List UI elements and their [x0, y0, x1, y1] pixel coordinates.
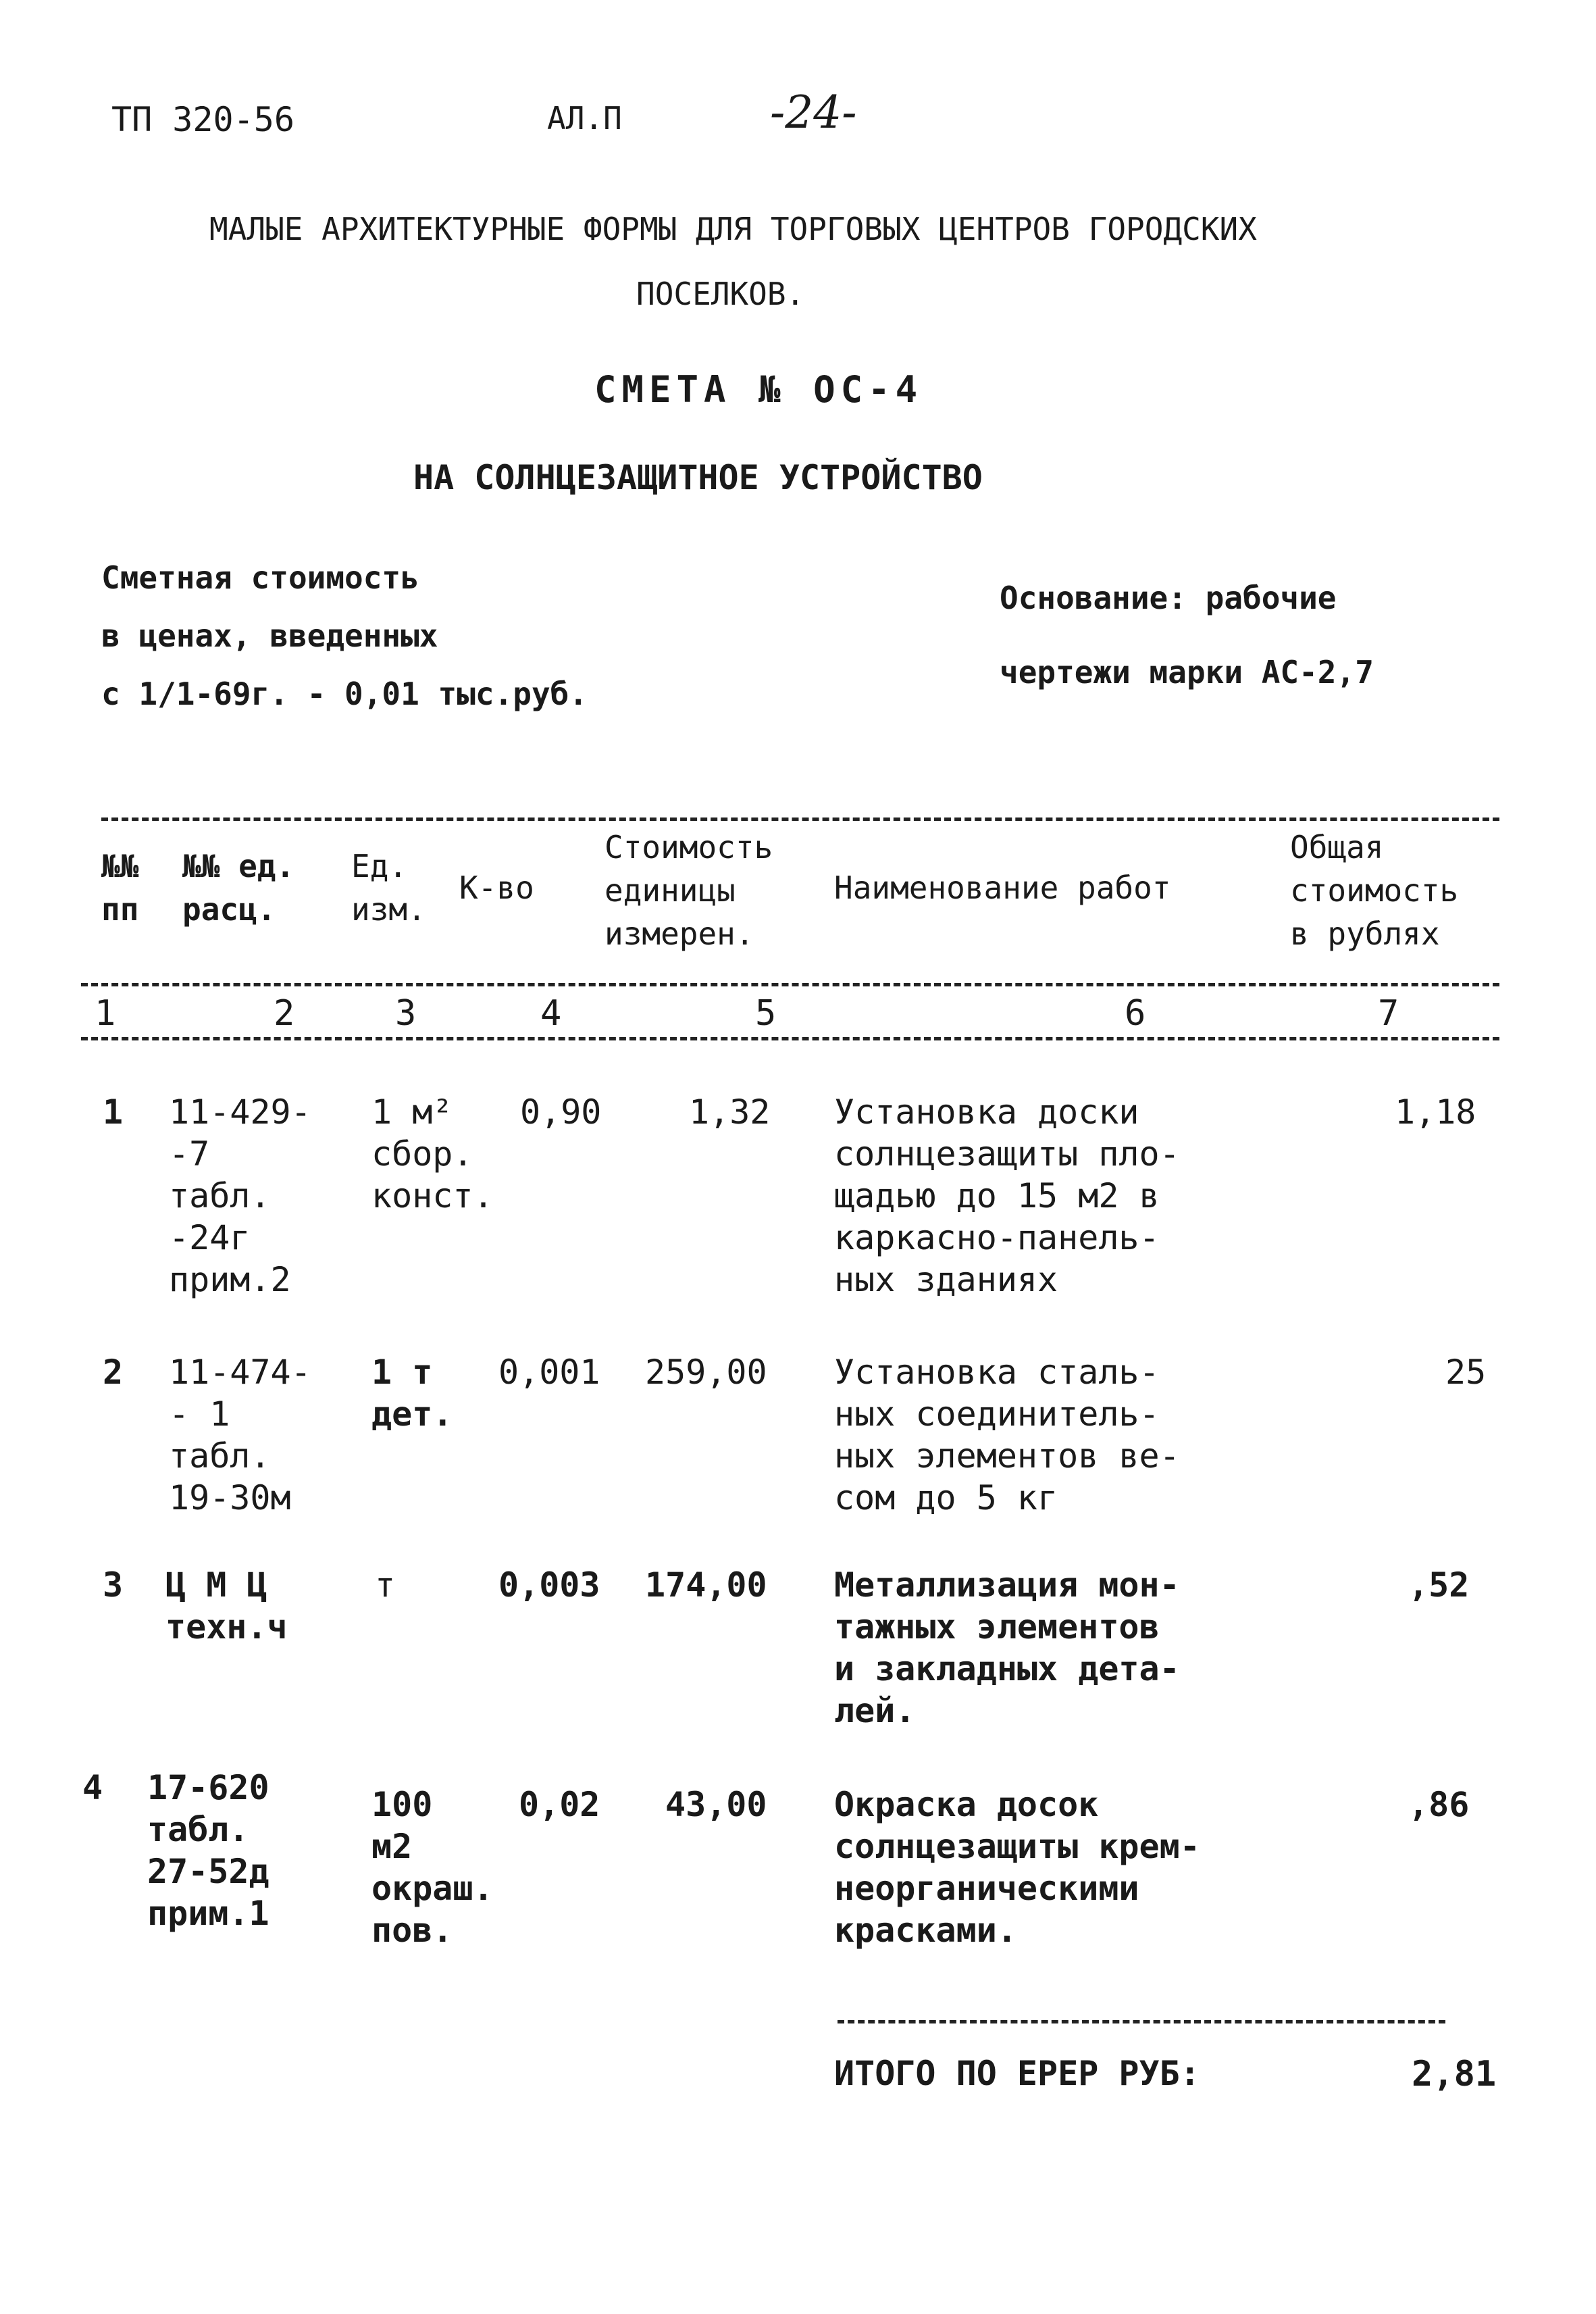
column-number: 7: [1378, 993, 1399, 1034]
header-unit: Ед. изм.: [351, 848, 426, 928]
page-number: -24-: [770, 86, 857, 139]
row-qty: 0,90: [520, 1092, 602, 1132]
row-unit-cost: 1,32: [689, 1092, 771, 1132]
row-unit: 100 м2 окраш. пов.: [371, 1785, 494, 1950]
row-unit-cost: 43,00: [665, 1785, 767, 1824]
total-value: 2,81: [1412, 2054, 1497, 2094]
estimate-title: СМЕТА № ОС-4: [594, 368, 923, 411]
document-code: ТП 320-56: [111, 100, 294, 139]
row-num: 2: [103, 1353, 124, 1392]
row-num: 4: [82, 1768, 103, 1807]
sheet-label: АЛ.П: [547, 100, 622, 136]
row-total: 1,18: [1395, 1092, 1476, 1132]
row-unit: 1 т дет.: [371, 1353, 453, 1434]
row-qty: 0,003: [498, 1565, 600, 1605]
row-code: 17-620 табл. 27-52д прим.1: [147, 1768, 269, 1933]
column-number: 2: [274, 993, 295, 1034]
estimate-cost-info: [101, 549, 588, 723]
row-work-name: Установка доски солнцезащиты пло- щадью до 15 м2 в каркасно-панель- ных зданиях: [834, 1092, 1180, 1299]
row-total: 25: [1445, 1353, 1487, 1392]
table-top-rule: [101, 818, 1499, 821]
row-qty: 0,02: [519, 1785, 600, 1824]
row-num: 3: [103, 1565, 124, 1605]
column-number: 3: [395, 993, 417, 1034]
basis-info-line: чертежи марки АС-2,7: [1000, 654, 1374, 690]
header-code: №№ ед. расц.: [182, 848, 295, 928]
cost-info-line: с 1/1-69г. - 0,01 тыс.руб.: [101, 676, 588, 712]
header-unit-cost: Стоимость единицы измерен.: [604, 829, 773, 952]
cost-info-line: Сметная стоимость: [101, 559, 419, 596]
row-total: ,86: [1408, 1785, 1470, 1824]
row-code: Ц М Ц техн.ч: [165, 1565, 288, 1646]
cost-info-line: в ценах, введенных: [101, 618, 438, 654]
estimate-subtitle: НА СОЛНЦЕЗАЩИТНОЕ УСТРОЙСТВО: [413, 458, 983, 497]
row-code: 11-474- - 1 табл. 19-30м: [169, 1353, 311, 1517]
column-number: 4: [540, 993, 562, 1034]
header-bottom-rule: [81, 983, 1499, 986]
header-num: №№ пп: [101, 848, 139, 928]
header-total-cost: Общая стоимость в рублях: [1290, 829, 1459, 952]
row-work-name: Металлизация мон- тажных элементов и закладных дета- лей.: [834, 1565, 1180, 1730]
row-work-name: Установка сталь- ных соединитель- ных элементов ве- сом до 5 кг: [834, 1353, 1180, 1517]
column-number: 5: [755, 993, 777, 1034]
column-number: 6: [1125, 993, 1146, 1034]
basis-info: [1000, 561, 1374, 709]
document-title-line1: МАЛЫЕ АРХИТЕКТУРНЫЕ ФОРМЫ ДЛЯ ТОРГОВЫХ ЦЕНТРОВ ГОРОДСКИХ: [209, 211, 1257, 247]
row-unit: 1 м² сбор. конст.: [371, 1092, 494, 1215]
row-total: ,52: [1408, 1565, 1470, 1605]
column-number: 1: [95, 993, 116, 1034]
row-qty: 0,001: [498, 1353, 600, 1392]
row-code: 11-429- -7 табл. -24г прим.2: [169, 1092, 311, 1299]
total-rule: [838, 2020, 1445, 2023]
colnum-rule: [81, 1037, 1499, 1040]
row-unit-cost: 259,00: [645, 1353, 767, 1392]
document-title-line2: ПОСЕЛКОВ.: [636, 276, 805, 312]
header-work-name: Наименование работ: [834, 870, 1171, 906]
row-work-name: Окраска досок солнцезащиты крем- неорганическими красками.: [834, 1785, 1200, 1950]
header-qty: К-во: [459, 870, 534, 906]
row-unit-cost: 174,00: [645, 1565, 767, 1605]
row-unit: т: [375, 1565, 396, 1605]
row-num: 1: [103, 1092, 124, 1132]
basis-info-line: Основание: рабочие: [1000, 580, 1337, 616]
total-label: ИТОГО ПО ЕРЕР РУБ:: [834, 2054, 1200, 2093]
